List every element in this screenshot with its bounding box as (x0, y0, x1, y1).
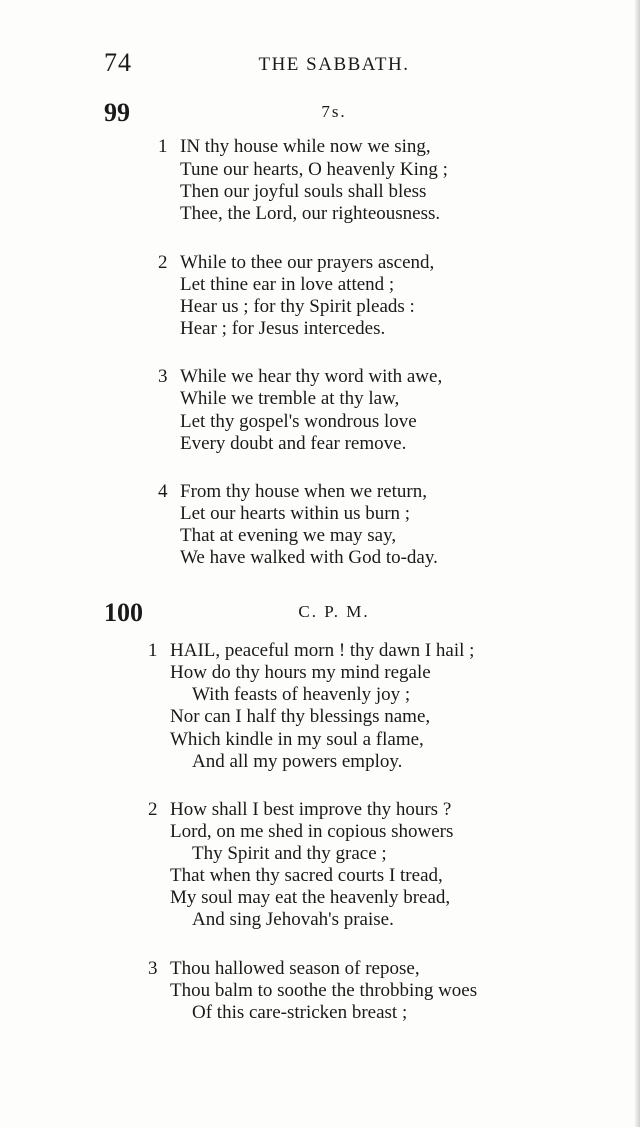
hymn-number: 99 (104, 98, 130, 127)
running-title: THE SABBATH. (258, 54, 410, 75)
verse-line: Lord, on me shed in copious showers (170, 821, 454, 842)
verse-line: While we hear thy word with awe, (180, 366, 443, 387)
stanza-number: 2 (148, 799, 158, 820)
stanza-number: 3 (158, 366, 168, 387)
verse-line: And sing Jehovah's praise. (192, 909, 394, 930)
page-number: 74 (104, 48, 132, 77)
stanza-number: 2 (158, 252, 168, 273)
hymn-meter: C. P. M. (298, 602, 370, 621)
verse-line: Thy Spirit and thy grace ; (192, 843, 387, 864)
verse-line: Thou hallowed season of repose, (170, 958, 420, 979)
verse-line: From thy house when we return, (180, 481, 427, 502)
stanza-number: 1 (148, 640, 158, 661)
verse-line: Let our hearts within us burn ; (180, 503, 411, 524)
verse-line: Every doubt and fear remove. (180, 433, 407, 454)
stanza-number: 3 (148, 958, 158, 979)
verse-line: With feasts of heavenly joy ; (192, 684, 411, 705)
hymn-meter: 7s. (321, 102, 347, 121)
page-header (104, 48, 564, 82)
page-edge-shadow (634, 0, 640, 1127)
verse-line: Then our joyful souls shall bless (180, 181, 427, 202)
verse-line: My soul may eat the heavenly bread, (170, 887, 451, 908)
verse-line: We have walked with God to-day. (180, 547, 438, 568)
verse-line: IN thy house while now we sing, (180, 136, 431, 157)
verse-line: How do thy hours my mind regale (170, 662, 431, 683)
verse-line: Hear ; for Jesus intercedes. (180, 318, 386, 339)
verse-line: Of this care-stricken breast ; (192, 1002, 408, 1023)
stanza-number: 4 (158, 481, 168, 502)
verse-line: Let thy gospel's wondrous love (180, 411, 417, 432)
verse-line: How shall I best improve thy hours ? (170, 799, 452, 820)
verse-line: That when thy sacred courts I tread, (170, 865, 443, 886)
verse-line: Thee, the Lord, our righteousness. (180, 203, 441, 224)
verse-line: HAIL, peaceful morn ! thy dawn I hail ; (170, 640, 475, 661)
verse-line: Nor can I half thy blessings name, (170, 706, 431, 727)
verse-line: Hear us ; for thy Spirit pleads : (180, 296, 415, 317)
hymn-number: 100 (104, 598, 143, 627)
verse-line: While we tremble at thy law, (180, 388, 400, 409)
stanza-number: 1 (158, 136, 168, 157)
verse-line: Tune our hearts, O heavenly King ; (180, 159, 448, 180)
verse-line: Which kindle in my soul a flame, (170, 729, 424, 750)
verse-line: Let thine ear in love attend ; (180, 274, 395, 295)
verse-line: That at evening we may say, (180, 525, 397, 546)
verse-line: Thou balm to soothe the throbbing woes (170, 980, 478, 1001)
verse-line: And all my powers employ. (192, 751, 403, 772)
verse-line: While to thee our prayers ascend, (180, 252, 435, 273)
